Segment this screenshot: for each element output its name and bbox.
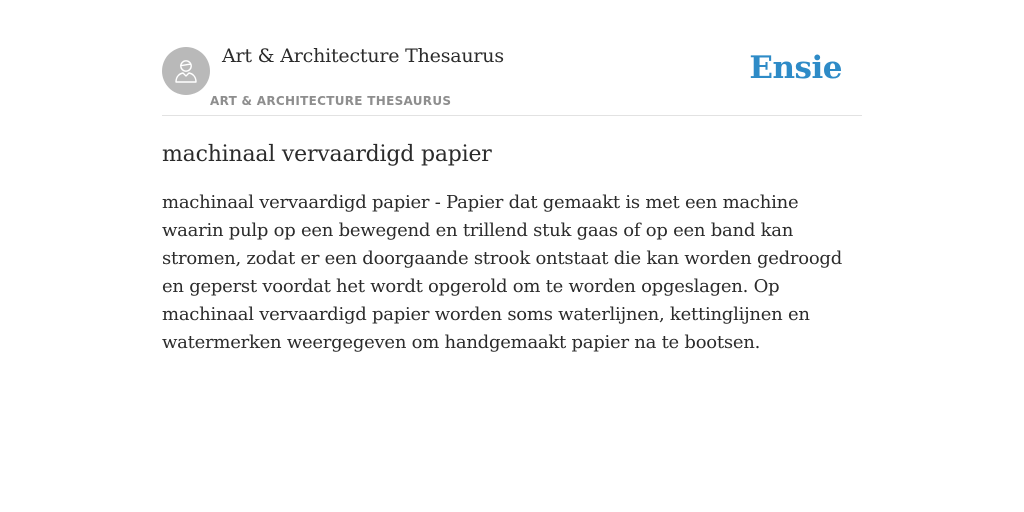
user-silhouette-icon: [171, 56, 201, 86]
source-subtitle[interactable]: ART & ARCHITECTURE THESAURUS: [210, 94, 452, 108]
entry-definition: machinaal vervaardigd papier - Papier dat gemaakt is met een machine waarin pulp op een bewegend en trillend stuk gaas of op een band kan stromen, zodat er een doorgaande strook ontstaat die kan worden gedroogd en geperst voordat het wordt opgerold om te worden opgeslagen. Op machinaal vervaardigd papier worden soms waterlijnen, kettinglijnen en watermerken weergegeven om handgemaakt papier na te bootsen.: [162, 192, 842, 353]
entry-term: machinaal vervaardigd papier: [162, 142, 492, 167]
entry-header: [162, 0, 862, 116]
avatar[interactable]: [162, 47, 210, 95]
entry-card: [162, 0, 862, 357]
source-title[interactable]: Art & Architecture Thesaurus: [222, 45, 504, 67]
ensie-logo[interactable]: Ensie: [749, 50, 842, 86]
